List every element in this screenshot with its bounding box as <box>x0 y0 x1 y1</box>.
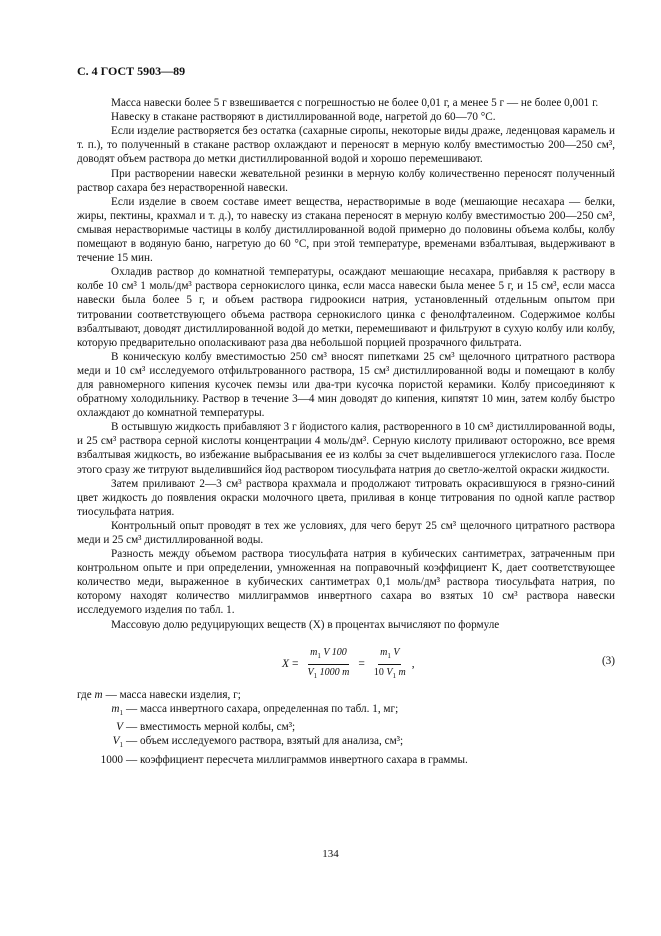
formula <box>282 646 415 683</box>
paragraph: Затем приливают 2—3 см³ раствора крахмала и продолжают титровать окрасившуюся в грязно-синий цвет жидкость до появления окраски молочного цвета, приливая в конце титрования по одной капле раствор тиосульфата натрия. <box>77 477 615 518</box>
page-number: 134 <box>322 848 339 860</box>
formula-equals: = <box>292 658 299 671</box>
document-page <box>77 64 615 767</box>
paragraph: Охладив раствор до комнатной температуры, осаждают мешающие несахара, прибавляя к раствору в колбе 10 см³ 1 моль/дм³ раствора сернокислого цинка, если масса навески была менее 5 г, и 15 см³, если масса навески была более 5 г, и объем раствора гидроокиси натрия, установленный отдельным опытом при титровании соответствующего объема раствора сернокислого цинка с фенолфталеином. Содержимое колбы взбалтывают, доводят дистиллированной водой до метки, перемешивают и фильтруют в сухую колбу или колбу, которую предварительно ополаскивают раза два небольшой порцией прозрачного фильтрата. <box>77 266 615 349</box>
fraction-2-numerator: $m_1$ V <box>378 646 401 665</box>
paragraph: Если изделие растворяется без остатка (сахарные сиропы, некоторые виды драже, леденцовая карамель и т. п.), то полученный в стакане раствор охлаждают и переносят в мерную колбу вместимостью 200—250 см³, доводят объем раствора до метки дистиллированной водой и хорошо перемешивают. <box>77 125 615 166</box>
paragraph: При растворении навески жевательной резинки в мерную колбу количественно переносят полученный раствор сахара без нерастворенной навески. <box>77 167 615 194</box>
fraction-1-numerator: $m_1$ V 100 <box>308 646 349 665</box>
formula-block <box>77 642 615 682</box>
paragraph: Контрольный опыт проводят в тех же условиях, для чего берут 25 см³ щелочного цитратного раствора меди и 25 см³ дистиллированной воды. <box>77 519 615 546</box>
paragraph: Навеску в стакане растворяют в дистиллированной воде, нагретой до 60—70 °С. <box>111 111 496 124</box>
definition-row: где m — масса навески изделия, г; <box>77 688 241 701</box>
formula-equals: = <box>358 658 365 671</box>
paragraph: В остывшую жидкость прибавляют 3 г йодистого калия, растворенного в 10 см³ дистиллированной воды, и 25 см³ раствора серной кислоты концентрации 4 моль/дм³. Серную кислоту приливают осторожно, все время взбалтывая жидкость, во избежание выбрасывания ее из колбы за счет выделившегося углекислого газа. После этого сразу же титруют выделившийся йод раствором тиосульфата натрия до светло-желтой окраски жидкости. <box>77 421 615 476</box>
definition-row: 1000 — коэффициент пересчета миллиграммов инвертного сахара в граммы. <box>100 753 468 766</box>
equation-number: (3) <box>601 654 615 667</box>
definition-row: V — вместимость мерной колбы, см³; <box>116 721 296 734</box>
page-header: С. 4 ГОСТ 5903—89 <box>77 64 186 78</box>
fraction-2-denominator: 10 $V_1$ m <box>373 666 406 680</box>
definition-row: $m_1$ — масса инвертного сахара, определенная по табл. 1, мг; <box>111 702 399 717</box>
paragraph: Если изделие в своем составе имеет вещества, нерастворимые в воде (мешающие несахара — белки, жиры, пектины, крахмал и т. д.), то навеску из стакана переносят в мерную колбу вместимостью 200—250 см³, смывая нерастворимые частицы в колбу дистиллированной водой примерно до половины объема колбы, колбу помещают в водяную баню, нагретую до 60 °С, при этой температуре, временами взбалтывая, выдерживают в течение 15 мин. <box>77 195 615 265</box>
paragraph: Массовую долю редуцирующих веществ (X) в процентах вычисляют по формуле <box>111 618 500 631</box>
paragraph: В коническую колбу вместимостью 250 см³ вносят пипетками 25 см³ щелочного цитратного раствора меди и 10 см³ исследуемого отфильтрованного раствора, 15 см³ дистиллированной воды и помещают в колбу для равномерного кипения кусочек пемзы или два-три кусочка пористой керамики. Колбу присоединяют к обратному холодильнику. Раствор в течение 3—4 мин доводят до кипения, кипятят 10 мин, затем колбу быстро охлаждают до комнатной температуры. <box>77 350 615 420</box>
paragraph: Масса навески более 5 г взвешивается с погрешностью не более 0,01 г, а менее 5 г — не более 0,001 г. <box>111 97 599 110</box>
fraction-1 <box>306 646 352 683</box>
fraction-2 <box>372 646 408 683</box>
definition-row: $V_1$ — объем исследуемого раствора, взятый для анализа, см³; <box>112 735 404 750</box>
formula-comma: , <box>411 658 415 671</box>
fraction-1-denominator: $V_1$ 1000 m <box>307 666 350 680</box>
variable-definitions <box>77 688 615 767</box>
paragraph: Разность между объемом раствора тиосульфата натрия в кубических сантиметрах, затраченным при контрольном опыте и при определении, умноженная на поправочный коэффициент K, дает соответствующее количество меди, выраженное в кубических сантиметрах 0,1 моль/дм³ раствора тиосульфата натрия, по которому находят количество миллиграммов инвертного сахара во взятых 10 см³ раствора навески исследуемого изделия по табл. 1. <box>77 548 615 617</box>
formula-lhs: X <box>282 658 290 671</box>
